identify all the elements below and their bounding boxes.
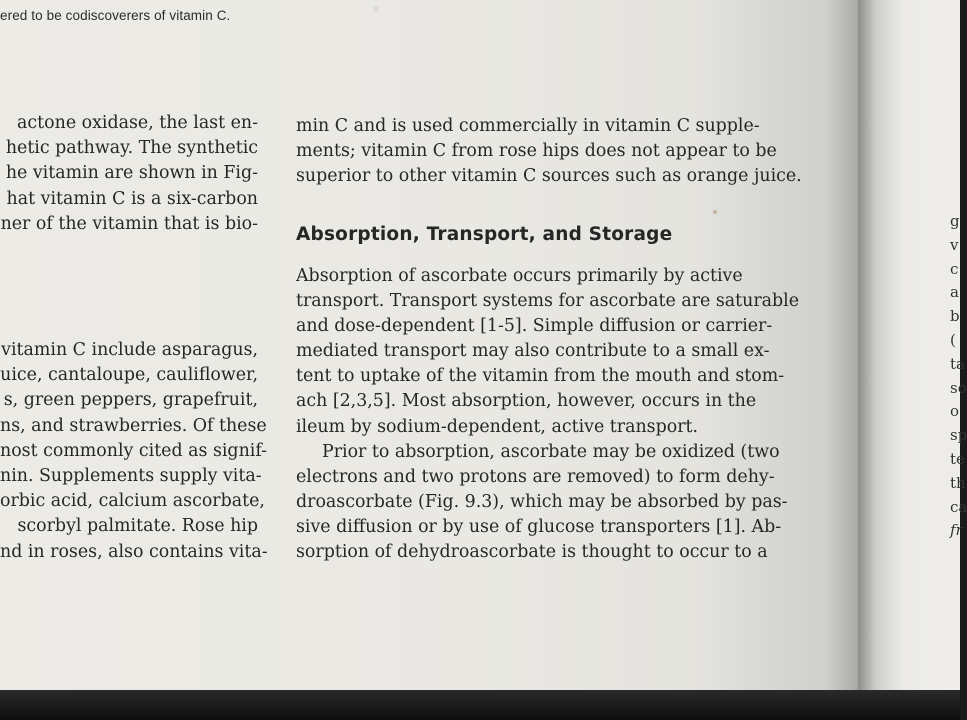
text-line: ns, and strawberries. Of these <box>0 415 267 436</box>
text-line: scorbyl palmitate. Rose hip <box>17 516 258 537</box>
paper-speck <box>373 6 379 12</box>
table-surface <box>0 690 960 720</box>
text-line: droascorbate (Fig. 9.3), which may be absorbed by pas- <box>296 492 788 513</box>
text-line: mediated transport may also contribute to a small ex- <box>296 341 770 362</box>
text-line: orbic acid, calcium ascorbate, <box>0 491 265 512</box>
text-line: sive diffusion or by use of glucose transporters [1]. Ab- <box>296 517 782 538</box>
paper-speck <box>713 210 717 214</box>
text-line: hat vitamin C is a six-carbon <box>6 188 258 209</box>
paragraph-2 <box>296 440 788 565</box>
text-fragment: ca <box>950 497 967 516</box>
section-heading: Absorption, Transport, and Storage <box>296 224 673 245</box>
text-line: s, green peppers, grapefruit, <box>3 390 258 411</box>
text-line: and dose-dependent [1-5]. Simple diffusion or carrier- <box>296 316 773 337</box>
text-line: min C and is used commercially in vitamin C supple- <box>296 116 760 136</box>
text-line: hetic pathway. The synthetic <box>5 138 258 159</box>
text-fragment: a <box>950 283 959 302</box>
left-column-block-2 <box>0 338 268 565</box>
text-line: transport. Transport systems for ascorbate are saturable <box>296 291 800 312</box>
paragraph-1 <box>296 264 799 440</box>
text-line: uice, cantaloupe, cauliflower, <box>0 365 258 386</box>
running-head: ered to be codiscoverers of vitamin C. <box>0 8 231 23</box>
text-fragment: c <box>950 259 959 278</box>
text-line: vitamin C include asparagus, <box>1 340 258 360</box>
text-line: ments; vitamin C from rose hips does not appear to be <box>296 141 777 162</box>
text-line: nin. Supplements supply vita- <box>0 465 262 486</box>
right-column-intro <box>296 114 802 189</box>
text-line: he vitamin are shown in Fig- <box>5 163 258 184</box>
next-page-fragments <box>950 210 967 543</box>
text-fragment: o <box>950 402 960 421</box>
next-page-edge <box>858 0 967 695</box>
text-line: sorption of dehydroascorbate is thought to occur to a <box>296 542 768 563</box>
text-fragment: fr <box>950 521 963 540</box>
text-fragment: b <box>950 307 960 326</box>
text-line: ach [2,3,5]. Most absorption, however, occurs in the <box>296 391 757 412</box>
text-fragment: ta <box>950 354 965 373</box>
text-fragment: th <box>950 473 966 492</box>
text-fragment: sp <box>950 426 967 445</box>
text-line: electrons and two protons are removed) to form dehy- <box>296 467 775 488</box>
text-fragment: g <box>950 212 960 230</box>
text-fragment: ( <box>950 330 956 349</box>
text-line: Absorption of ascorbate occurs primarily by active <box>296 266 743 286</box>
text-line: superior to other vitamin C sources such as orange juice. <box>296 166 802 187</box>
text-fragment: te <box>950 449 965 468</box>
text-line: ner of the vitamin that is bio- <box>0 213 258 234</box>
text-fragment: so <box>950 378 967 397</box>
text-fragment: v <box>950 235 959 254</box>
text-line: tent to uptake of the vitamin from the mouth and stom- <box>296 366 785 387</box>
text-line: nd in roses, also contains vita- <box>0 541 268 562</box>
left-column-block-1 <box>0 111 258 237</box>
text-line: actone oxidase, the last en- <box>17 113 258 133</box>
text-line: ileum by sodium-dependent, active transport. <box>296 416 699 437</box>
text-line: Prior to absorption, ascorbate may be oxidized (two <box>322 442 780 462</box>
text-line: nost commonly cited as signif- <box>0 440 268 461</box>
